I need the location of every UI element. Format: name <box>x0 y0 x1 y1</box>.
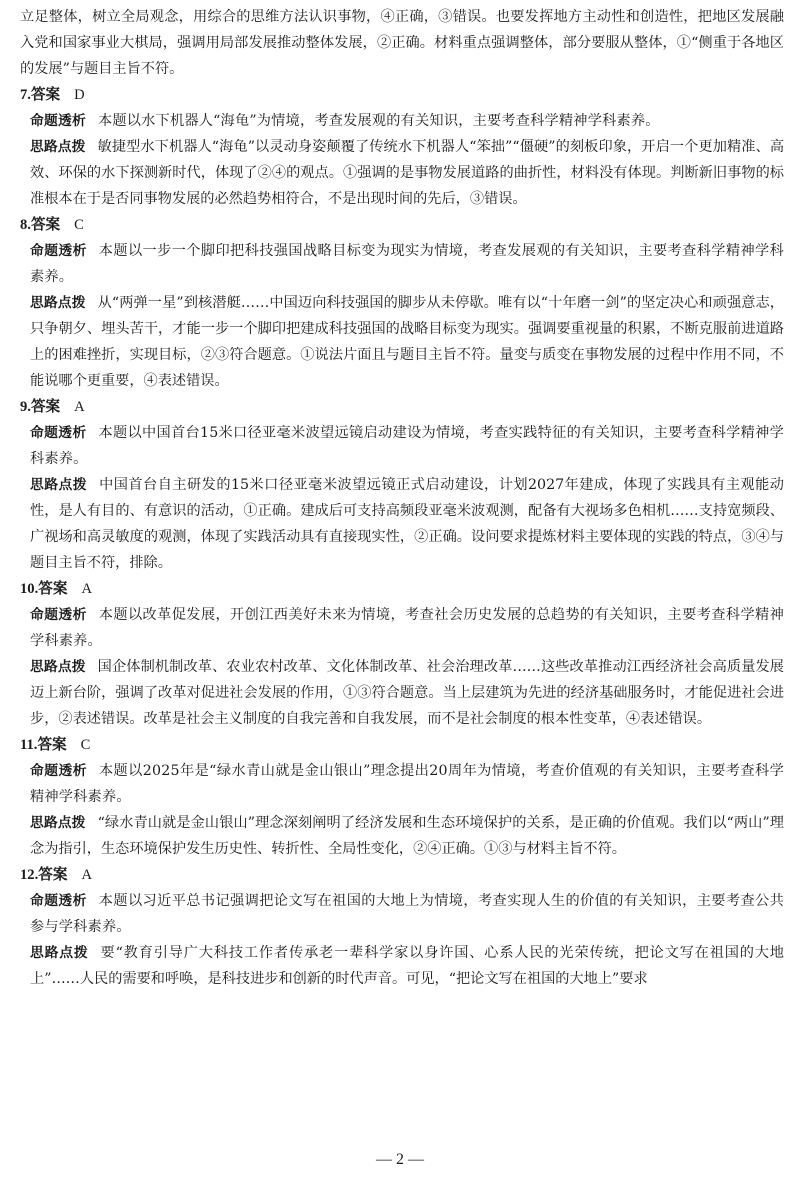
hint-paragraph <box>20 654 784 732</box>
question-answer-line <box>20 394 784 420</box>
question-answer-line <box>20 732 784 758</box>
analysis-label: 命题透析 <box>30 425 87 441</box>
question-answer-line <box>20 862 784 888</box>
analysis-text: 本题以中国首台15米口径亚毫米波望远镜启动建设为情境，考查实践特征的有关知识，主要考查科学精神学科素养。 <box>30 425 784 467</box>
analysis-text: 本题以水下机器人“海龟”为情境，考查发展观的有关知识，主要考查科学精神学科素养。 <box>98 113 660 129</box>
hint-paragraph <box>20 810 784 862</box>
question-answer-line <box>20 576 784 602</box>
answer-label: 答案 <box>30 398 61 415</box>
hint-paragraph <box>20 472 784 576</box>
analysis-paragraph <box>20 602 784 654</box>
analysis-label: 命题透析 <box>30 763 87 779</box>
hint-paragraph <box>20 134 784 212</box>
hint-label: 思路点拨 <box>30 659 86 675</box>
analysis-label: 命题透析 <box>30 893 87 909</box>
question-number: 10. <box>20 581 39 597</box>
question-answer-line <box>20 212 784 238</box>
hint-label: 思路点拨 <box>30 295 86 311</box>
hint-label: 思路点拨 <box>30 815 86 831</box>
analysis-text: 本题以改革促发展，开创江西美好未来为情境，考查社会历史发展的总趋势的有关知识，主要考查科学精神学科素养。 <box>30 607 784 649</box>
hint-paragraph <box>20 290 784 394</box>
analysis-label: 命题透析 <box>30 113 86 129</box>
hint-label: 思路点拨 <box>30 139 86 155</box>
hint-text: 国企体制机制改革、农业农村改革、文化体制改革、社会治理改革……这些改革推动江西经济社会高质量发展迈上新台阶，强调了改革对促进社会发展的作用，①③符合题意。当上层建筑为先进的经济基础服务时，才能促进社会进步，②表述错误。改革是社会主义制度的自我完善和自我发展，而不是社会制度的根本性变革，④表述错误。 <box>30 659 784 727</box>
hint-text: 要“教育引导广大科技工作者传承老一辈科学家以身许国、心系人民的光荣传统，把论文写在祖国的大地上”……人民的需要和呼唤，是科技进步和创新的时代声音。可见，“把论文写在祖国的大地上”要求 <box>30 945 784 987</box>
answer-label: 答案 <box>38 866 68 883</box>
analysis-paragraph <box>20 108 784 134</box>
analysis-paragraph <box>20 238 784 290</box>
answer-choice: A <box>81 581 92 597</box>
question-number: 9. <box>20 399 31 415</box>
hint-label: 思路点拨 <box>30 477 88 493</box>
hint-text: “绿水青山就是金山银山”理念深刻阐明了经济发展和生态环境保护的关系，是正确的价值观。我们以“两山”理念为指引，生态环境保护发生历史性、转折性、全局性变化，②④正确。①③与材料主旨不符。 <box>30 815 784 857</box>
analysis-label: 命题透析 <box>30 607 87 623</box>
question-list <box>20 82 784 992</box>
question-number: 12. <box>20 867 39 883</box>
question-number: 8. <box>20 217 31 233</box>
document-page <box>20 4 784 992</box>
answer-choice: A <box>74 399 85 415</box>
question-number: 11. <box>20 737 38 753</box>
hint-text: 敏捷型水下机器人“海龟”以灵动身姿颠覆了传统水下机器人“笨拙”“僵硬”的刻板印象，开启一个更加精准、高效、环保的水下探测新时代，体现了②④的观点。①强调的是事物发展道路的曲折性，材料没有体现。判断新旧事物的标准根本在于是否同事物发展的必然趋势相符合，不是出现时间的先后，③错误。 <box>30 139 785 207</box>
question-answer-line <box>20 82 784 108</box>
hint-text: 从“两弹一星”到核潜艇……中国迈向科技强国的脚步从未停歇。唯有以“十年磨一剑”的坚定决心和顽强意志，只争朝夕、埋头苦干，才能一步一个脚印把建成科技强国的战略目标变为现实。强调要重视量的积累，不断克服前进道路上的困难挫折，实现目标，②③符合题意。①说法片面且与题目主旨不符。量变与质变在事物发展的过程中作用不同，不能说哪个更重要，④表述错误。 <box>30 295 784 389</box>
answer-choice: C <box>74 217 84 233</box>
answer-choice: A <box>81 867 92 883</box>
analysis-paragraph <box>20 420 784 472</box>
hint-text: 中国首台自主研发的15米口径亚毫米波望远镜正式启动建设，计划2027年建成，体现了实践具有主观能动性，是人有目的、有意识的活动，①正确。建成后可支持高频段亚毫米波观测，配备有大视场多色相机……支持宽频段、广视场和高灵敏度的观测，体现了实践活动具有直接现实性，②正确。设问要求提炼材料主要体现的实践的特点，③④与题目主旨不符，排除。 <box>30 477 784 571</box>
analysis-text: 本题以习近平总书记强调把论文写在祖国的大地上为情境，考查实现人生的价值的有关知识，主要考查公共参与学科素养。 <box>30 893 784 935</box>
hint-paragraph <box>20 940 784 992</box>
analysis-text: 本题以一步一个脚印把科技强国战略目标变为现实为情境，考查发展观的有关知识，主要考查科学精神学科素养。 <box>30 243 784 285</box>
page-number: — 2 — <box>376 1151 424 1168</box>
answer-choice: C <box>80 737 91 753</box>
answer-label: 答案 <box>38 580 68 597</box>
analysis-paragraph <box>20 888 784 940</box>
analysis-label: 命题透析 <box>30 243 87 259</box>
question-number: 7. <box>20 87 31 103</box>
answer-label: 答案 <box>30 216 61 233</box>
analysis-paragraph <box>20 758 784 810</box>
intro-paragraph: 立足整体，树立全局观念，用综合的思维方法认识事物，④正确，③错误。也要发挥地方主动性和创造性，把地区发展融入党和国家事业大棋局，强调用局部发展推动整体发展，②正确。材料重点强调整体，部分要服从整体，①“侧重于各地区的发展”与题目主旨不符。 <box>20 9 784 77</box>
analysis-text: 本题以2025年是“绿水青山就是金山银山”理念提出20周年为情境，考查价值观的有关知识，主要考查科学精神学科素养。 <box>30 763 784 805</box>
hint-label: 思路点拨 <box>30 945 89 961</box>
answer-choice: D <box>74 87 85 103</box>
answer-label: 答案 <box>30 86 61 103</box>
answer-label: 答案 <box>37 736 67 753</box>
